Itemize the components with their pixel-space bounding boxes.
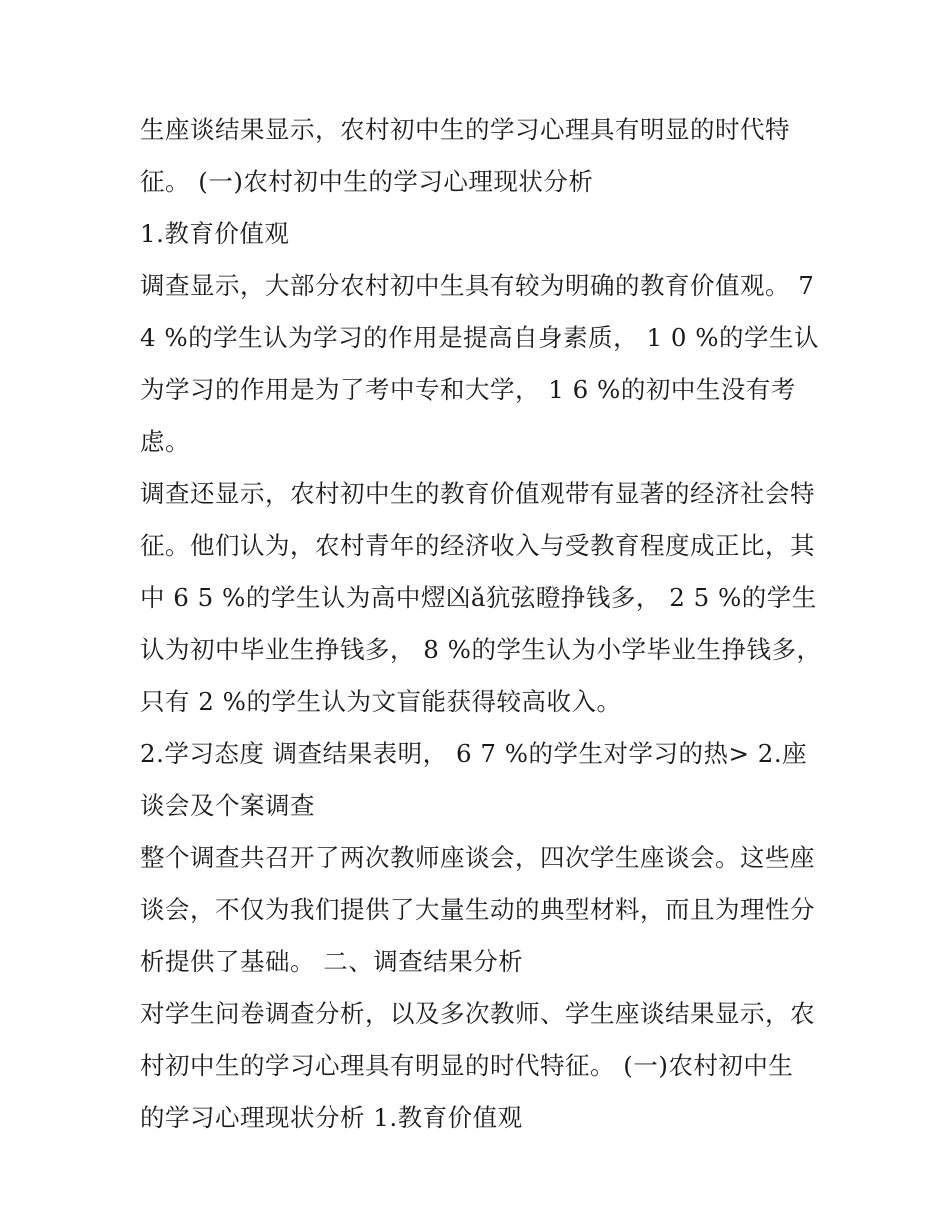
document-body: [140, 104, 820, 1144]
text-line: 对学生问卷调查分析，以及多次教师、学生座谈结果显示，农: [140, 999, 815, 1028]
section-heading: 2.学习态度 调查结果表明， 6 7 %的学生对学习的热> 2.座: [140, 739, 808, 768]
section-heading: 1.教育价值观: [140, 219, 290, 248]
text-line: 中 6 5 %的学生认为高中熤凶ǎ犺弦瞪挣钱多， 2 5 %的学生: [140, 583, 817, 612]
text-line: 析提供了基础。 二、调查结果分析: [140, 947, 524, 976]
text-line: 征。 (一)农村初中生的学习心理现状分析: [140, 167, 594, 196]
text-line: 整个调查共召开了两次教师座谈会，四次学生座谈会。这些座: [140, 843, 815, 872]
text-line: 调查显示，大部分农村初中生具有较为明确的教育价值观。 7: [140, 271, 815, 300]
text-line: 认为初中毕业生挣钱多， 8 %的学生认为小学毕业生挣钱多，: [140, 635, 822, 664]
text-line: 虑。: [140, 427, 190, 456]
text-line: 生座谈结果显示，农村初中生的学习心理具有明显的时代特: [140, 115, 790, 144]
text-line: 谈会，不仅为我们提供了大量生动的典型材料，而且为理性分: [140, 895, 815, 924]
text-line: 4 %的学生认为学习的作用是提高自身素质， 1 0 %的学生认: [140, 323, 819, 352]
text-line: 谈会及个案调查: [140, 791, 315, 820]
text-line: 为学习的作用是为了考中专和大学， 1 6 %的初中生没有考: [140, 375, 796, 404]
text-line: 调查还显示，农村初中生的教育价值观带有显著的经济社会特: [140, 479, 815, 508]
text-line: 村初中生的学习心理具有明显的时代特征。 (一)农村初中生: [140, 1051, 794, 1080]
text-line: 的学习心理现状分析 1.教育价值观: [140, 1103, 523, 1132]
text-line: 征。他们认为，农村青年的经济收入与受教育程度成正比，其: [140, 531, 815, 560]
text-line: 只有 2 %的学生认为文盲能获得较高收入。: [140, 687, 622, 716]
